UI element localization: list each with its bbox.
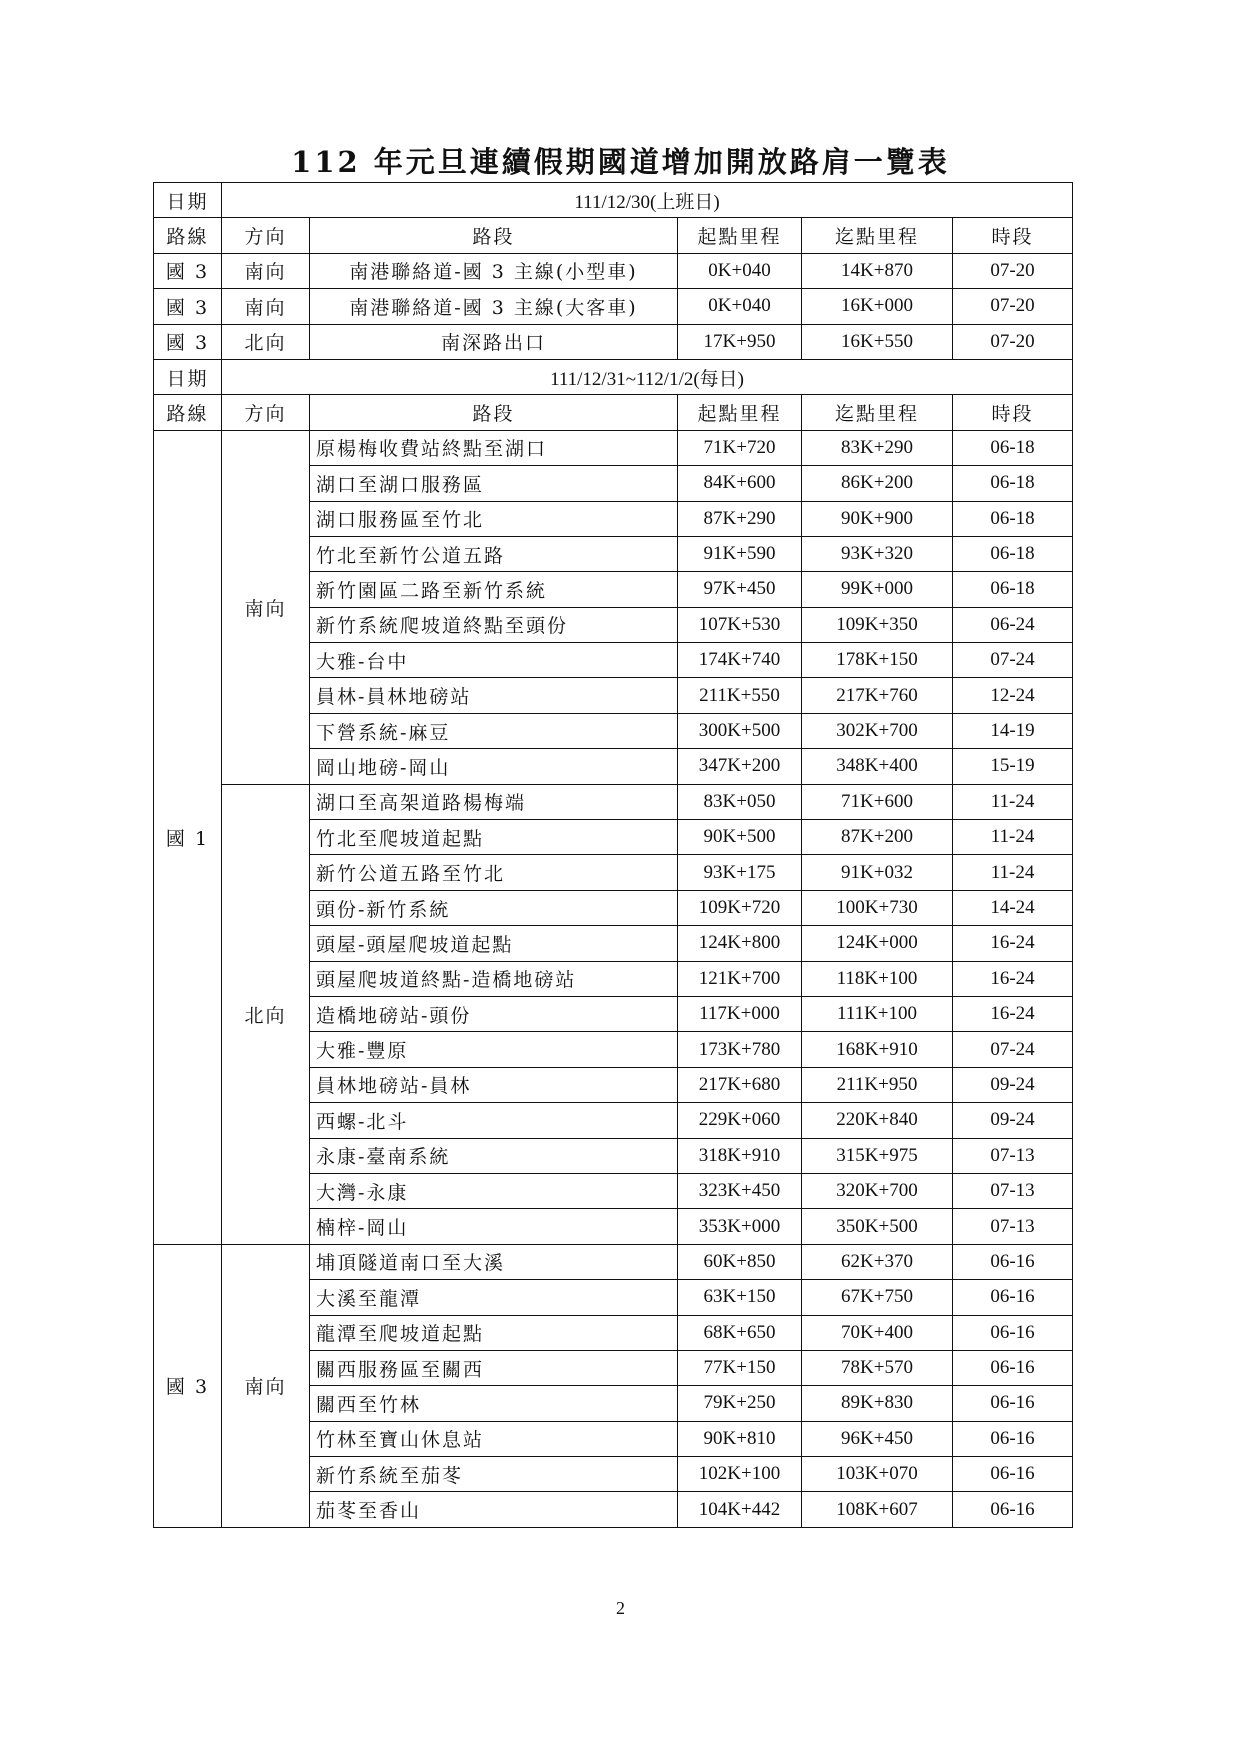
section-cell: 南深路出口 bbox=[310, 324, 678, 359]
end-km-cell: 211K+950 bbox=[802, 1067, 953, 1102]
time-cell: 06-18 bbox=[953, 466, 1073, 501]
start-km-cell: 90K+810 bbox=[678, 1421, 802, 1456]
start-km-cell: 0K+040 bbox=[678, 253, 802, 288]
end-km-cell: 100K+730 bbox=[802, 890, 953, 925]
start-km-cell: 102K+100 bbox=[678, 1457, 802, 1492]
end-header-cell: 迄點里程 bbox=[802, 218, 953, 253]
time-cell: 11-24 bbox=[953, 855, 1073, 890]
time-cell: 14-19 bbox=[953, 713, 1073, 748]
start-km-cell: 323K+450 bbox=[678, 1173, 802, 1208]
end-km-cell: 89K+830 bbox=[802, 1386, 953, 1421]
section-cell: 龍潭至爬坡道起點 bbox=[310, 1315, 678, 1350]
section-cell: 關西至竹林 bbox=[310, 1386, 678, 1421]
section-cell: 大灣-永康 bbox=[310, 1173, 678, 1208]
end-km-cell: 16K+000 bbox=[802, 289, 953, 324]
section-cell: 頭份-新竹系統 bbox=[310, 890, 678, 925]
time-cell: 06-16 bbox=[953, 1244, 1073, 1279]
page-title: 112 年元旦連續假期國道增加開放路肩一覽表 bbox=[291, 145, 950, 179]
section-cell: 造橋地磅站-頭份 bbox=[310, 996, 678, 1031]
start-km-cell: 318K+910 bbox=[678, 1138, 802, 1173]
direction-cell: 南向 bbox=[222, 1244, 310, 1527]
time-cell: 07-13 bbox=[953, 1138, 1073, 1173]
section-cell: 竹北至爬坡道起點 bbox=[310, 820, 678, 855]
start-km-cell: 93K+175 bbox=[678, 855, 802, 890]
start-km-cell: 229K+060 bbox=[678, 1103, 802, 1138]
table-row bbox=[154, 218, 1073, 253]
time-cell: 06-24 bbox=[953, 607, 1073, 642]
table-row bbox=[154, 430, 1073, 465]
route-cell: 國 3 bbox=[154, 253, 222, 288]
time-cell: 06-18 bbox=[953, 536, 1073, 571]
start-km-cell: 97K+450 bbox=[678, 572, 802, 607]
start-km-cell: 121K+700 bbox=[678, 961, 802, 996]
section-cell: 大溪至龍潭 bbox=[310, 1280, 678, 1315]
section-cell: 湖口至高架道路楊梅端 bbox=[310, 784, 678, 819]
section-cell: 新竹園區二路至新竹系統 bbox=[310, 572, 678, 607]
start-km-cell: 91K+590 bbox=[678, 536, 802, 571]
end-km-cell: 124K+000 bbox=[802, 926, 953, 961]
time-cell: 09-24 bbox=[953, 1067, 1073, 1102]
end-km-cell: 91K+032 bbox=[802, 855, 953, 890]
table-row bbox=[154, 784, 1073, 819]
direction-cell: 南向 bbox=[222, 289, 310, 324]
end-km-cell: 67K+750 bbox=[802, 1280, 953, 1315]
end-km-cell: 86K+200 bbox=[802, 466, 953, 501]
page-number: 2 bbox=[616, 1598, 625, 1618]
start-km-cell: 79K+250 bbox=[678, 1386, 802, 1421]
route-header-cell: 路線 bbox=[154, 218, 222, 253]
end-km-cell: 71K+600 bbox=[802, 784, 953, 819]
end-km-cell: 178K+150 bbox=[802, 643, 953, 678]
route-header-cell: 路線 bbox=[154, 395, 222, 430]
time-cell: 06-16 bbox=[953, 1492, 1073, 1527]
time-cell: 06-16 bbox=[953, 1457, 1073, 1492]
end-km-cell: 348K+400 bbox=[802, 749, 953, 784]
start-km-cell: 83K+050 bbox=[678, 784, 802, 819]
end-km-cell: 320K+700 bbox=[802, 1173, 953, 1208]
table-row bbox=[154, 183, 1073, 218]
time-cell: 06-16 bbox=[953, 1421, 1073, 1456]
end-km-cell: 108K+607 bbox=[802, 1492, 953, 1527]
end-km-cell: 14K+870 bbox=[802, 253, 953, 288]
time-cell: 06-16 bbox=[953, 1280, 1073, 1315]
time-cell: 09-24 bbox=[953, 1103, 1073, 1138]
end-km-cell: 118K+100 bbox=[802, 961, 953, 996]
start-km-cell: 68K+650 bbox=[678, 1315, 802, 1350]
end-km-cell: 168K+910 bbox=[802, 1032, 953, 1067]
section-cell: 南港聯絡道-國 3 主線(大客車) bbox=[310, 289, 678, 324]
table-row bbox=[154, 395, 1073, 430]
start-km-cell: 0K+040 bbox=[678, 289, 802, 324]
direction-header-cell: 方向 bbox=[222, 218, 310, 253]
time-cell: 07-13 bbox=[953, 1209, 1073, 1244]
end-km-cell: 93K+320 bbox=[802, 536, 953, 571]
end-km-cell: 302K+700 bbox=[802, 713, 953, 748]
section-cell: 下營系統-麻豆 bbox=[310, 713, 678, 748]
time-header-cell: 時段 bbox=[953, 395, 1073, 430]
section-cell: 楠梓-岡山 bbox=[310, 1209, 678, 1244]
table-row bbox=[154, 1244, 1073, 1279]
section-cell: 新竹系統爬坡道終點至頭份 bbox=[310, 607, 678, 642]
time-cell: 06-16 bbox=[953, 1350, 1073, 1385]
start-km-cell: 174K+740 bbox=[678, 643, 802, 678]
section-cell: 原楊梅收費站終點至湖口 bbox=[310, 430, 678, 465]
date-header-cell: 日期 bbox=[154, 359, 222, 394]
start-km-cell: 60K+850 bbox=[678, 1244, 802, 1279]
end-km-cell: 90K+900 bbox=[802, 501, 953, 536]
start-km-cell: 217K+680 bbox=[678, 1067, 802, 1102]
route-cell: 國 1 bbox=[154, 430, 222, 1244]
start-header-cell: 起點里程 bbox=[678, 395, 802, 430]
time-cell: 07-13 bbox=[953, 1173, 1073, 1208]
table-row bbox=[154, 289, 1073, 324]
time-cell: 06-18 bbox=[953, 430, 1073, 465]
section-cell: 關西服務區至關西 bbox=[310, 1350, 678, 1385]
end-km-cell: 62K+370 bbox=[802, 1244, 953, 1279]
section-cell: 茄苳至香山 bbox=[310, 1492, 678, 1527]
time-cell: 16-24 bbox=[953, 961, 1073, 996]
section-cell: 岡山地磅-岡山 bbox=[310, 749, 678, 784]
section-cell: 員林地磅站-員林 bbox=[310, 1067, 678, 1102]
section-header-cell: 路段 bbox=[310, 395, 678, 430]
time-cell: 07-20 bbox=[953, 253, 1073, 288]
end-km-cell: 16K+550 bbox=[802, 324, 953, 359]
start-km-cell: 300K+500 bbox=[678, 713, 802, 748]
date-value-cell: 111/12/31~112/1/2(每日) bbox=[222, 359, 1073, 394]
section-cell: 埔頂隧道南口至大溪 bbox=[310, 1244, 678, 1279]
time-cell: 07-20 bbox=[953, 324, 1073, 359]
route-cell: 國 3 bbox=[154, 289, 222, 324]
start-km-cell: 17K+950 bbox=[678, 324, 802, 359]
date-value-cell: 111/12/30(上班日) bbox=[222, 183, 1073, 218]
section-cell: 頭屋-頭屋爬坡道起點 bbox=[310, 926, 678, 961]
end-km-cell: 109K+350 bbox=[802, 607, 953, 642]
time-cell: 07-24 bbox=[953, 1032, 1073, 1067]
start-km-cell: 104K+442 bbox=[678, 1492, 802, 1527]
time-cell: 07-24 bbox=[953, 643, 1073, 678]
time-cell: 11-24 bbox=[953, 820, 1073, 855]
time-cell: 06-16 bbox=[953, 1315, 1073, 1350]
end-km-cell: 111K+100 bbox=[802, 996, 953, 1031]
direction-cell: 南向 bbox=[222, 253, 310, 288]
time-cell: 12-24 bbox=[953, 678, 1073, 713]
section-cell: 新竹系統至茄苳 bbox=[310, 1457, 678, 1492]
section-cell: 竹北至新竹公道五路 bbox=[310, 536, 678, 571]
section-cell: 新竹公道五路至竹北 bbox=[310, 855, 678, 890]
section-cell: 大雅-豐原 bbox=[310, 1032, 678, 1067]
end-km-cell: 315K+975 bbox=[802, 1138, 953, 1173]
end-header-cell: 迄點里程 bbox=[802, 395, 953, 430]
time-cell: 15-19 bbox=[953, 749, 1073, 784]
direction-cell: 北向 bbox=[222, 324, 310, 359]
end-km-cell: 70K+400 bbox=[802, 1315, 953, 1350]
start-km-cell: 90K+500 bbox=[678, 820, 802, 855]
direction-cell: 南向 bbox=[222, 430, 310, 784]
section-cell: 員林-員林地磅站 bbox=[310, 678, 678, 713]
section-cell: 大雅-台中 bbox=[310, 643, 678, 678]
start-km-cell: 117K+000 bbox=[678, 996, 802, 1031]
start-km-cell: 77K+150 bbox=[678, 1350, 802, 1385]
time-cell: 07-20 bbox=[953, 289, 1073, 324]
end-km-cell: 87K+200 bbox=[802, 820, 953, 855]
end-km-cell: 83K+290 bbox=[802, 430, 953, 465]
time-cell: 14-24 bbox=[953, 890, 1073, 925]
direction-header-cell: 方向 bbox=[222, 395, 310, 430]
start-km-cell: 173K+780 bbox=[678, 1032, 802, 1067]
time-cell: 06-18 bbox=[953, 572, 1073, 607]
shoulder-opening-table bbox=[153, 182, 1073, 1528]
time-cell: 16-24 bbox=[953, 996, 1073, 1031]
start-km-cell: 347K+200 bbox=[678, 749, 802, 784]
end-km-cell: 220K+840 bbox=[802, 1103, 953, 1138]
table-row bbox=[154, 359, 1073, 394]
start-km-cell: 211K+550 bbox=[678, 678, 802, 713]
time-cell: 11-24 bbox=[953, 784, 1073, 819]
route-cell: 國 3 bbox=[154, 1244, 222, 1527]
section-cell: 西螺-北斗 bbox=[310, 1103, 678, 1138]
section-cell: 竹林至寶山休息站 bbox=[310, 1421, 678, 1456]
start-km-cell: 71K+720 bbox=[678, 430, 802, 465]
time-cell: 06-16 bbox=[953, 1386, 1073, 1421]
end-km-cell: 350K+500 bbox=[802, 1209, 953, 1244]
time-cell: 16-24 bbox=[953, 926, 1073, 961]
table-row bbox=[154, 253, 1073, 288]
start-km-cell: 124K+800 bbox=[678, 926, 802, 961]
start-header-cell: 起點里程 bbox=[678, 218, 802, 253]
direction-cell: 北向 bbox=[222, 784, 310, 1244]
time-header-cell: 時段 bbox=[953, 218, 1073, 253]
end-km-cell: 217K+760 bbox=[802, 678, 953, 713]
route-cell: 國 3 bbox=[154, 324, 222, 359]
start-km-cell: 87K+290 bbox=[678, 501, 802, 536]
section-cell: 湖口至湖口服務區 bbox=[310, 466, 678, 501]
section-header-cell: 路段 bbox=[310, 218, 678, 253]
date-header-cell: 日期 bbox=[154, 183, 222, 218]
end-km-cell: 103K+070 bbox=[802, 1457, 953, 1492]
start-km-cell: 84K+600 bbox=[678, 466, 802, 501]
section-cell: 湖口服務區至竹北 bbox=[310, 501, 678, 536]
section-cell: 南港聯絡道-國 3 主線(小型車) bbox=[310, 253, 678, 288]
section-cell: 永康-臺南系統 bbox=[310, 1138, 678, 1173]
start-km-cell: 107K+530 bbox=[678, 607, 802, 642]
time-cell: 06-18 bbox=[953, 501, 1073, 536]
end-km-cell: 78K+570 bbox=[802, 1350, 953, 1385]
table-row bbox=[154, 324, 1073, 359]
start-km-cell: 63K+150 bbox=[678, 1280, 802, 1315]
start-km-cell: 353K+000 bbox=[678, 1209, 802, 1244]
section-cell: 頭屋爬坡道終點-造橋地磅站 bbox=[310, 961, 678, 996]
end-km-cell: 96K+450 bbox=[802, 1421, 953, 1456]
end-km-cell: 99K+000 bbox=[802, 572, 953, 607]
start-km-cell: 109K+720 bbox=[678, 890, 802, 925]
